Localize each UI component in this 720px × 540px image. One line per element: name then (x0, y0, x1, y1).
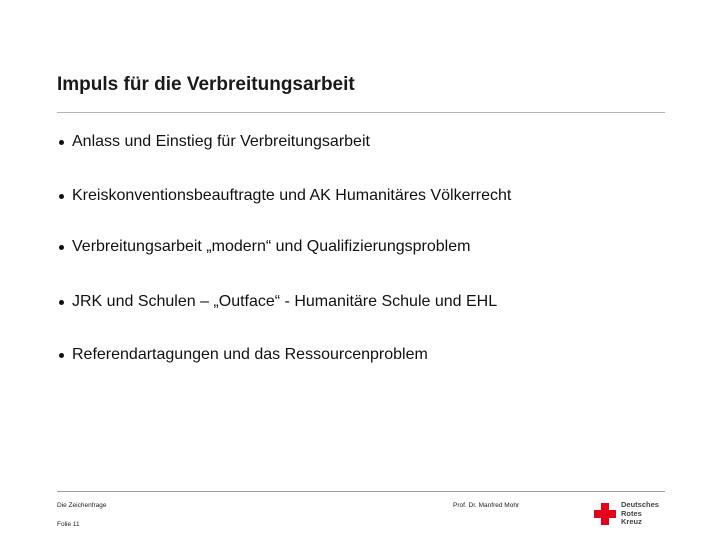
bullet-dot-icon (59, 300, 64, 305)
bullet-dot-icon (59, 245, 64, 250)
bullet-dot-icon (59, 140, 64, 145)
footer-topic: Die Zeichenfrage (57, 502, 107, 509)
bullet-text: Anlass und Einstieg für Verbreitungsarbeit (72, 133, 370, 150)
logo-wordmark (621, 501, 659, 527)
bullet-dot-icon (59, 194, 64, 199)
logo-line: Rotes (621, 508, 642, 518)
title-divider (57, 112, 665, 113)
bullet-text: Kreiskonventionsbeauftragte und AK Humanitäres Völkerrecht (72, 187, 512, 204)
drk-logo (594, 501, 674, 529)
slide-number: Folie 11 (57, 521, 80, 528)
bullet-text: Referendartagungen und das Ressourcenproblem (72, 346, 428, 363)
logo-line: Kreuz (621, 517, 642, 526)
footer-author: Prof. Dr. Manfred Mohr (453, 502, 520, 509)
bullet-dot-icon (59, 353, 64, 358)
slide-title: Impuls für die Verbreitungsarbeit (57, 74, 355, 95)
bullet-text: Verbreitungsarbeit „modern“ und Qualifizierungsproblem (72, 238, 471, 255)
footer-divider (57, 491, 665, 492)
red-cross-icon (594, 503, 616, 525)
bullet-text: JRK und Schulen – „Outface“ - Humanitäre Schule und EHL (72, 293, 498, 310)
logo-line: Deutsches (621, 500, 659, 509)
